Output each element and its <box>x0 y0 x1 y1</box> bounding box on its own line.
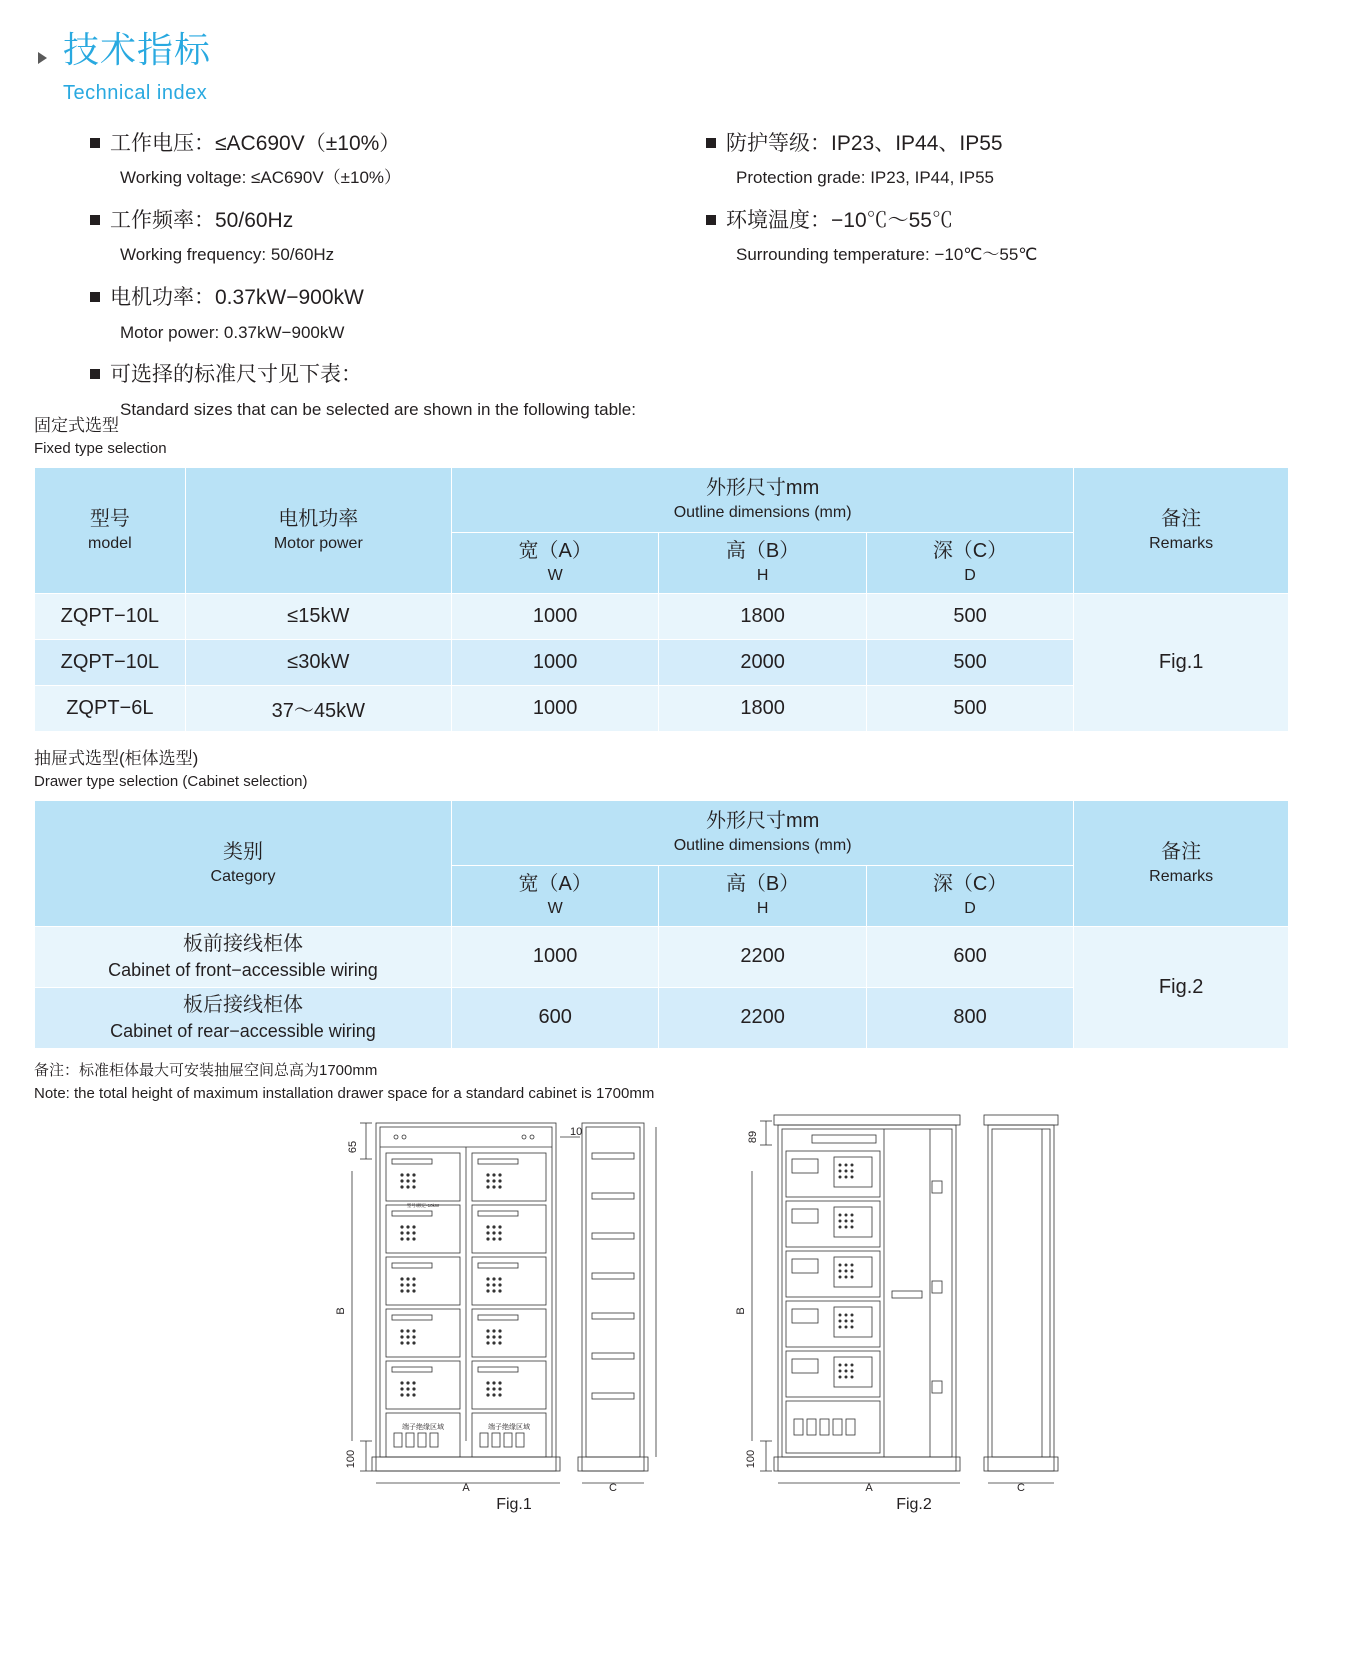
page-subtitle: Technical index <box>63 81 208 104</box>
square-bullet-icon <box>90 369 100 379</box>
fig1-small-text: 型号/额定-10kW <box>406 1203 440 1209</box>
spec-cn-text: 电机功率：0.37kW−900kW <box>110 286 364 310</box>
table2-caption <box>34 746 1323 794</box>
fig2-dim-top: 89 <box>747 1130 759 1144</box>
header-remarks: 备注 Remarks <box>1074 467 1289 593</box>
spec-item-working-voltage <box>90 129 710 190</box>
note-en: Note: the total height of maximum installation drawer space for a standard cabinet is 1700mm <box>34 1084 655 1102</box>
spec-en-text: Standard sizes that can be selected are shown in the following table: <box>120 399 636 419</box>
spec-en-text: Protection grade: IP23, IP44, IP55 <box>736 168 994 188</box>
cell-width: 600 <box>451 987 658 1048</box>
spec-en-text: Working frequency: 50/60Hz <box>120 245 335 265</box>
cell-category: 板后接线柜体 Cabinet of rear−accessible wiring <box>35 987 452 1048</box>
fig1-dim-bottom: 100 <box>345 1449 357 1469</box>
figure-2 <box>734 1111 1094 1514</box>
cell-depth: 500 <box>866 593 1073 639</box>
table-row <box>35 926 1289 987</box>
square-bullet-icon <box>90 215 100 225</box>
spec-en-text: Surrounding temperature: −10℃～55℃ <box>736 245 1038 265</box>
cell-power: 37～45kW <box>185 685 451 731</box>
spec-cn-text: 可选择的标准尺寸见下表： <box>110 363 362 387</box>
page-heading <box>34 0 1323 105</box>
figure-area <box>34 1111 1323 1531</box>
cell-model: ZQPT−6L <box>35 685 186 731</box>
header-outline-dimensions: 外形尺寸mm Outline dimensions (mm) <box>451 800 1073 865</box>
header-depth: 深（C） D <box>866 865 1073 926</box>
cell-depth: 600 <box>866 926 1073 987</box>
fig1-dim-a: A <box>462 1482 470 1492</box>
header-remarks: 备注 Remarks <box>1074 800 1289 926</box>
spec-cn-text: 工作电压：≤AC690V（±10%） <box>110 131 401 155</box>
header-category: 类别 Category <box>35 800 452 926</box>
square-bullet-icon <box>90 138 100 148</box>
cell-height: 2200 <box>659 926 866 987</box>
table1-caption-en: Fixed type selection <box>34 440 167 458</box>
header-width: 宽（A） W <box>451 865 658 926</box>
cell-power: ≤30kW <box>185 639 451 685</box>
spec-cn-text: 工作频率：50/60Hz <box>110 208 294 232</box>
fig2-dim-side: B <box>735 1307 747 1315</box>
square-bullet-icon <box>706 215 716 225</box>
spec-cn-text: 环境温度：−10℃～55℃ <box>726 208 953 232</box>
cell-height: 1800 <box>659 593 866 639</box>
cell-depth: 800 <box>866 987 1073 1048</box>
figure-2-drawing <box>734 1111 1094 1491</box>
figure-1-caption: Fig.1 <box>496 1496 532 1514</box>
note-cn: 备注：标准柜体最大可安装抽屉空间总高为1700mm <box>34 1061 378 1079</box>
spec-cn-text: 防护等级：IP23、IP44、IP55 <box>726 131 1003 155</box>
spec-column-right <box>706 129 1326 283</box>
spec-en-text: Working voltage: ≤AC690V（±10%） <box>120 168 402 188</box>
header-motor-power: 电机功率 Motor power <box>185 467 451 593</box>
fig2-dim-a: A <box>865 1482 873 1492</box>
spec-item-protection-grade <box>706 129 1326 190</box>
cell-height: 2000 <box>659 639 866 685</box>
table-header-row <box>35 800 1289 865</box>
table-header-row <box>35 467 1289 532</box>
cell-power: ≤15kW <box>185 593 451 639</box>
cell-width: 1000 <box>451 926 658 987</box>
cell-width: 1000 <box>451 593 658 639</box>
header-width: 宽（A） W <box>451 532 658 593</box>
square-bullet-icon <box>706 138 716 148</box>
spec-item-motor-power <box>90 283 710 344</box>
header-depth: 深（C） D <box>866 532 1073 593</box>
spec-en-text: Motor power: 0.37kW−900kW <box>120 322 345 342</box>
header-outline-dimensions: 外形尺寸mm Outline dimensions (mm) <box>451 467 1073 532</box>
triangle-bullet-icon <box>38 52 47 64</box>
cell-width: 1000 <box>451 685 658 731</box>
fig1-dim-c: C <box>609 1482 617 1492</box>
page-title: 技术指标 <box>63 29 212 70</box>
cell-width: 1000 <box>451 639 658 685</box>
header-height: 高（B） H <box>659 532 866 593</box>
fig1-dim-top-right: 10 <box>570 1126 583 1139</box>
square-bullet-icon <box>90 292 100 302</box>
cell-depth: 500 <box>866 685 1073 731</box>
figure-1 <box>334 1111 694 1514</box>
figure-1-drawing <box>334 1111 694 1491</box>
drawer-type-selection-table <box>34 800 1289 1049</box>
spec-list <box>34 129 1323 419</box>
table2-caption-en: Drawer type selection (Cabinet selection) <box>34 773 308 791</box>
fig1-dim-side: B <box>335 1307 347 1315</box>
figure-2-caption: Fig.2 <box>896 1496 932 1514</box>
cell-category: 板前接线柜体 Cabinet of front−accessible wiring <box>35 926 452 987</box>
table-note <box>34 1059 1323 1106</box>
spec-column-left <box>90 129 710 438</box>
cell-height: 2200 <box>659 987 866 1048</box>
cell-remarks: Fig.2 <box>1074 926 1289 1048</box>
fixed-type-selection-table <box>34 467 1289 732</box>
table-row <box>35 593 1289 639</box>
table1-caption-cn: 固定式选型 <box>34 415 119 435</box>
spec-item-standard-sizes <box>90 360 990 421</box>
fig1-panel-label-2: 端子绝缘区域 <box>488 1424 530 1432</box>
fig1-panel-label-1: 端子绝缘区域 <box>402 1424 444 1432</box>
header-model: 型号 model <box>35 467 186 593</box>
fig2-dim-bottom: 100 <box>745 1449 757 1469</box>
cell-depth: 500 <box>866 639 1073 685</box>
cell-model: ZQPT−10L <box>35 593 186 639</box>
fig2-dim-c: C <box>1017 1482 1025 1492</box>
spec-item-working-frequency <box>90 206 710 267</box>
spec-item-surrounding-temperature <box>706 206 1326 267</box>
header-height: 高（B） H <box>659 865 866 926</box>
cell-model: ZQPT−10L <box>35 639 186 685</box>
table2-caption-cn: 抽屉式选型(柜体选型) <box>34 748 199 768</box>
fig1-dim-top: 65 <box>347 1140 359 1154</box>
cell-remarks: Fig.1 <box>1074 593 1289 731</box>
cell-height: 1800 <box>659 685 866 731</box>
